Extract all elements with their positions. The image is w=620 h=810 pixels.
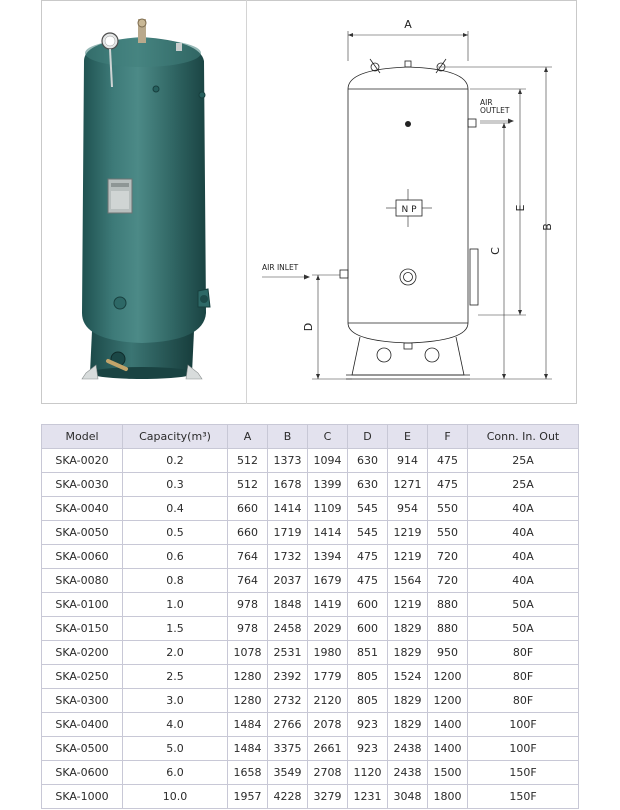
cell-b: 1732 bbox=[268, 545, 308, 569]
cell-e: 2438 bbox=[388, 737, 428, 761]
cell-d: 851 bbox=[348, 641, 388, 665]
cell-model: SKA-0250 bbox=[42, 665, 123, 689]
cell-connection: 150F bbox=[468, 761, 579, 785]
cell-b: 1414 bbox=[268, 497, 308, 521]
cell-b: 1373 bbox=[268, 449, 308, 473]
cell-b: 1719 bbox=[268, 521, 308, 545]
table-row bbox=[42, 473, 579, 497]
air-outlet-label-2: OUTLET bbox=[480, 106, 510, 115]
cell-f: 880 bbox=[428, 593, 468, 617]
cell-b: 2037 bbox=[268, 569, 308, 593]
table-row bbox=[42, 497, 579, 521]
header-e: E bbox=[388, 425, 428, 449]
cell-a: 1658 bbox=[228, 761, 268, 785]
table-row bbox=[42, 665, 579, 689]
cell-b: 2392 bbox=[268, 665, 308, 689]
cell-e: 1564 bbox=[388, 569, 428, 593]
header-connection: Conn. In. Out bbox=[468, 425, 579, 449]
cell-capacity: 0.3 bbox=[123, 473, 228, 497]
cell-capacity: 1.0 bbox=[123, 593, 228, 617]
cell-capacity: 6.0 bbox=[123, 761, 228, 785]
cell-b: 2458 bbox=[268, 617, 308, 641]
cell-e: 1829 bbox=[388, 641, 428, 665]
cell-f: 475 bbox=[428, 449, 468, 473]
table-row bbox=[42, 593, 579, 617]
cell-d: 475 bbox=[348, 545, 388, 569]
header-model: Model bbox=[42, 425, 123, 449]
cell-c: 1980 bbox=[308, 641, 348, 665]
header-a: A bbox=[228, 425, 268, 449]
cell-connection: 80F bbox=[468, 665, 579, 689]
air-outlet-label-1: AIR bbox=[480, 98, 493, 107]
cell-capacity: 2.0 bbox=[123, 641, 228, 665]
cell-f: 1500 bbox=[428, 761, 468, 785]
table-row bbox=[42, 641, 579, 665]
cell-f: 1200 bbox=[428, 665, 468, 689]
cell-b: 1678 bbox=[268, 473, 308, 497]
dim-c-label: C bbox=[489, 247, 502, 255]
cell-b: 2766 bbox=[268, 713, 308, 737]
spec-table-body bbox=[42, 449, 579, 809]
cell-capacity: 0.2 bbox=[123, 449, 228, 473]
cell-model: SKA-0040 bbox=[42, 497, 123, 521]
cell-model: SKA-0100 bbox=[42, 593, 123, 617]
figure-divider bbox=[246, 0, 247, 404]
cell-connection: 25A bbox=[468, 473, 579, 497]
cell-c: 1109 bbox=[308, 497, 348, 521]
cell-d: 630 bbox=[348, 473, 388, 497]
cell-c: 2078 bbox=[308, 713, 348, 737]
cell-capacity: 0.5 bbox=[123, 521, 228, 545]
spec-table-header-row bbox=[42, 425, 579, 449]
cell-model: SKA-1000 bbox=[42, 785, 123, 809]
cell-connection: 80F bbox=[468, 641, 579, 665]
cell-connection: 100F bbox=[468, 713, 579, 737]
cell-b: 3375 bbox=[268, 737, 308, 761]
cell-capacity: 1.5 bbox=[123, 617, 228, 641]
cell-a: 1280 bbox=[228, 665, 268, 689]
cell-e: 1219 bbox=[388, 593, 428, 617]
cell-e: 1271 bbox=[388, 473, 428, 497]
cell-connection: 40A bbox=[468, 497, 579, 521]
cell-model: SKA-0300 bbox=[42, 689, 123, 713]
cell-a: 1484 bbox=[228, 713, 268, 737]
cell-d: 600 bbox=[348, 617, 388, 641]
table-row bbox=[42, 569, 579, 593]
header-d: D bbox=[348, 425, 388, 449]
table-row bbox=[42, 761, 579, 785]
table-row bbox=[42, 785, 579, 809]
tank-dimension-diagram bbox=[248, 1, 576, 403]
gauge-port bbox=[405, 121, 411, 127]
table-row bbox=[42, 689, 579, 713]
cell-e: 1829 bbox=[388, 617, 428, 641]
cell-a: 1280 bbox=[228, 689, 268, 713]
dim-b-label: B bbox=[541, 223, 554, 231]
cell-connection: 150F bbox=[468, 785, 579, 809]
cell-e: 1219 bbox=[388, 545, 428, 569]
cell-b: 4228 bbox=[268, 785, 308, 809]
nameplate-label: N P bbox=[401, 205, 417, 215]
cell-d: 1120 bbox=[348, 761, 388, 785]
cell-c: 2120 bbox=[308, 689, 348, 713]
header-f: F bbox=[428, 425, 468, 449]
cell-b: 2732 bbox=[268, 689, 308, 713]
table-row bbox=[42, 713, 579, 737]
cell-b: 1848 bbox=[268, 593, 308, 617]
cell-e: 1524 bbox=[388, 665, 428, 689]
cell-capacity: 0.4 bbox=[123, 497, 228, 521]
cell-capacity: 10.0 bbox=[123, 785, 228, 809]
cell-c: 1399 bbox=[308, 473, 348, 497]
cell-d: 545 bbox=[348, 497, 388, 521]
cell-b: 3549 bbox=[268, 761, 308, 785]
dim-e-label: E bbox=[514, 204, 527, 212]
cell-model: SKA-0030 bbox=[42, 473, 123, 497]
cell-model: SKA-0020 bbox=[42, 449, 123, 473]
cell-capacity: 0.8 bbox=[123, 569, 228, 593]
cell-c: 2661 bbox=[308, 737, 348, 761]
cell-f: 720 bbox=[428, 569, 468, 593]
table-row bbox=[42, 545, 579, 569]
cell-connection: 40A bbox=[468, 545, 579, 569]
air-inlet-label: AIR INLET bbox=[262, 263, 299, 272]
cell-d: 630 bbox=[348, 449, 388, 473]
cell-f: 1800 bbox=[428, 785, 468, 809]
cell-connection: 40A bbox=[468, 521, 579, 545]
cell-model: SKA-0150 bbox=[42, 617, 123, 641]
cell-c: 1414 bbox=[308, 521, 348, 545]
cell-a: 1078 bbox=[228, 641, 268, 665]
cell-connection: 80F bbox=[468, 689, 579, 713]
cell-c: 3279 bbox=[308, 785, 348, 809]
cell-d: 1231 bbox=[348, 785, 388, 809]
cell-connection: 40A bbox=[468, 569, 579, 593]
cell-a: 978 bbox=[228, 593, 268, 617]
table-row bbox=[42, 449, 579, 473]
cell-e: 3048 bbox=[388, 785, 428, 809]
cell-a: 1484 bbox=[228, 737, 268, 761]
cell-a: 512 bbox=[228, 473, 268, 497]
cell-e: 954 bbox=[388, 497, 428, 521]
cell-e: 2438 bbox=[388, 761, 428, 785]
cell-a: 978 bbox=[228, 617, 268, 641]
cell-a: 764 bbox=[228, 569, 268, 593]
cell-model: SKA-0050 bbox=[42, 521, 123, 545]
cell-model: SKA-0060 bbox=[42, 545, 123, 569]
cell-connection: 50A bbox=[468, 593, 579, 617]
cell-c: 1779 bbox=[308, 665, 348, 689]
cell-a: 764 bbox=[228, 545, 268, 569]
cell-model: SKA-0400 bbox=[42, 713, 123, 737]
cell-f: 550 bbox=[428, 521, 468, 545]
cell-b: 2531 bbox=[268, 641, 308, 665]
cell-a: 1957 bbox=[228, 785, 268, 809]
cell-model: SKA-0600 bbox=[42, 761, 123, 785]
cell-connection: 50A bbox=[468, 617, 579, 641]
cell-e: 1829 bbox=[388, 713, 428, 737]
cell-connection: 25A bbox=[468, 449, 579, 473]
cell-capacity: 3.0 bbox=[123, 689, 228, 713]
cell-capacity: 4.0 bbox=[123, 713, 228, 737]
dim-d-label: D bbox=[302, 322, 315, 332]
cell-a: 512 bbox=[228, 449, 268, 473]
cell-d: 805 bbox=[348, 665, 388, 689]
header-capacity: Capacity(m³) bbox=[123, 425, 228, 449]
cell-f: 720 bbox=[428, 545, 468, 569]
spec-table bbox=[41, 424, 579, 809]
cell-f: 550 bbox=[428, 497, 468, 521]
cell-model: SKA-0500 bbox=[42, 737, 123, 761]
cell-model: SKA-0200 bbox=[42, 641, 123, 665]
dim-a-label: A bbox=[404, 18, 412, 31]
cell-e: 1219 bbox=[388, 521, 428, 545]
cell-e: 914 bbox=[388, 449, 428, 473]
cell-capacity: 2.5 bbox=[123, 665, 228, 689]
cell-f: 1400 bbox=[428, 713, 468, 737]
cell-d: 923 bbox=[348, 713, 388, 737]
cell-d: 600 bbox=[348, 593, 388, 617]
header-c: C bbox=[308, 425, 348, 449]
header-b: B bbox=[268, 425, 308, 449]
cell-f: 950 bbox=[428, 641, 468, 665]
cell-c: 2708 bbox=[308, 761, 348, 785]
cell-f: 880 bbox=[428, 617, 468, 641]
cell-e: 1829 bbox=[388, 689, 428, 713]
cell-c: 2029 bbox=[308, 617, 348, 641]
table-row bbox=[42, 737, 579, 761]
cell-a: 660 bbox=[228, 497, 268, 521]
cell-c: 1094 bbox=[308, 449, 348, 473]
cell-d: 923 bbox=[348, 737, 388, 761]
cell-c: 1394 bbox=[308, 545, 348, 569]
cell-f: 1400 bbox=[428, 737, 468, 761]
table-row bbox=[42, 521, 579, 545]
cell-a: 660 bbox=[228, 521, 268, 545]
cell-f: 475 bbox=[428, 473, 468, 497]
cell-f: 1200 bbox=[428, 689, 468, 713]
cell-d: 545 bbox=[348, 521, 388, 545]
cell-capacity: 0.6 bbox=[123, 545, 228, 569]
cell-c: 1419 bbox=[308, 593, 348, 617]
cell-connection: 100F bbox=[468, 737, 579, 761]
table-row bbox=[42, 617, 579, 641]
cell-d: 805 bbox=[348, 689, 388, 713]
cell-model: SKA-0080 bbox=[42, 569, 123, 593]
tank-photo bbox=[42, 1, 246, 403]
cell-d: 475 bbox=[348, 569, 388, 593]
cell-c: 1679 bbox=[308, 569, 348, 593]
cell-capacity: 5.0 bbox=[123, 737, 228, 761]
